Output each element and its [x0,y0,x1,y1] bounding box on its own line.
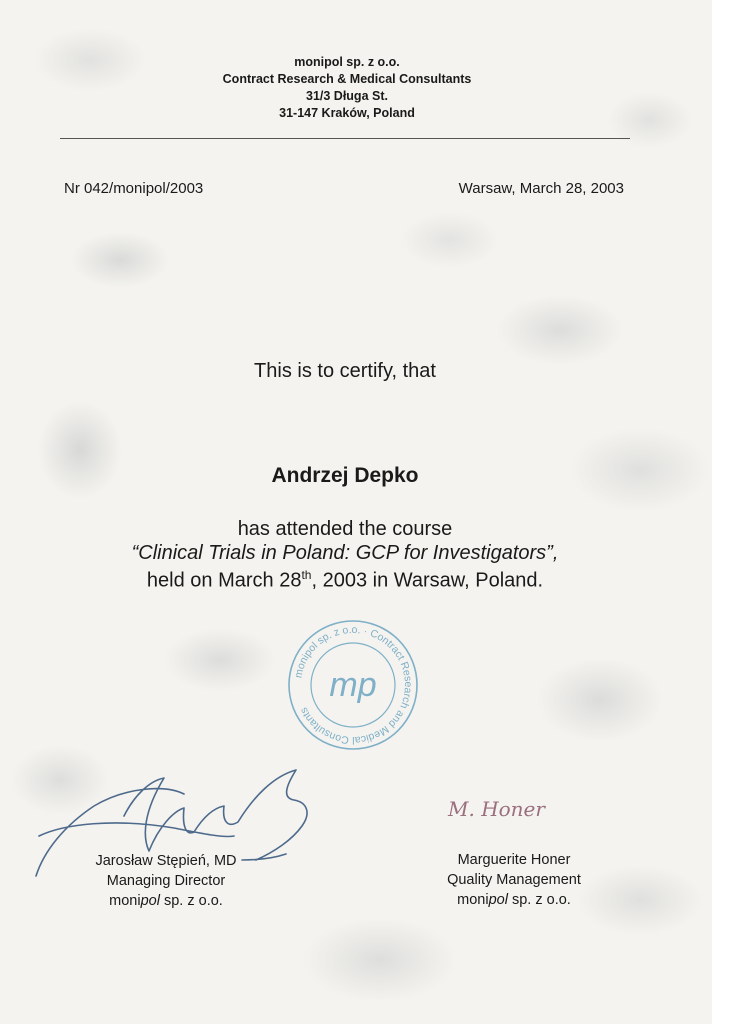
letterhead [0,54,694,122]
attended-line: has attended the course [237,518,453,540]
held-date-suffix: th [301,568,312,582]
company-city: 31-147 Kraków, Poland [279,106,415,120]
signatory-right-org [410,890,618,910]
signatory-right-name: Marguerite Honer [457,852,571,868]
company-street: 31/3 Długa St. [306,89,388,103]
certify-line: This is to certify, that [254,360,436,382]
signatory-right-org-brand-italic: pol [488,892,508,908]
signatory-left-org-brand: moni [109,893,141,909]
held-date-text: held on March 28 [146,569,302,592]
signature-right-text: M. Honer [448,797,545,821]
signatory-right-org-rest: sp. z o.o. [507,892,571,908]
reference-number: Nr 042/monipol/2003 [64,180,204,197]
signatory-left-org-brand-italic: pol [140,893,160,909]
signatory-left-org [66,891,266,911]
seal-ring-text: monipol sp. z o.o. · Contract Research and Medical Consultants [292,623,415,747]
company-seal [284,616,422,754]
seal-monogram: mp [329,666,377,704]
signatory-left-name: Jarosław Stępień, MD [95,853,237,869]
held-location-text: , 2003 in Warsaw, Poland. [311,569,544,592]
signatory-left-org-rest: sp. z o.o. [159,893,223,909]
place-and-date: Warsaw, March 28, 2003 [458,180,624,197]
company-tagline: Contract Research & Medical Consultants [222,72,472,86]
signatory-left-title: Managing Director [106,873,226,889]
signature-right [440,788,550,828]
recipient-name: Andrzej Depko [271,464,419,487]
signatory-right-title: Quality Management [447,872,581,888]
header-divider [60,138,630,139]
course-title: “Clinical Trials in Poland: GCP for Investigators”, [131,542,559,564]
held-line [0,568,690,593]
signatory-right-org-brand: moni [457,892,489,908]
signatory-left [66,851,266,911]
company-name: monipol sp. z o.o. [294,55,400,69]
signatory-right [410,850,618,910]
